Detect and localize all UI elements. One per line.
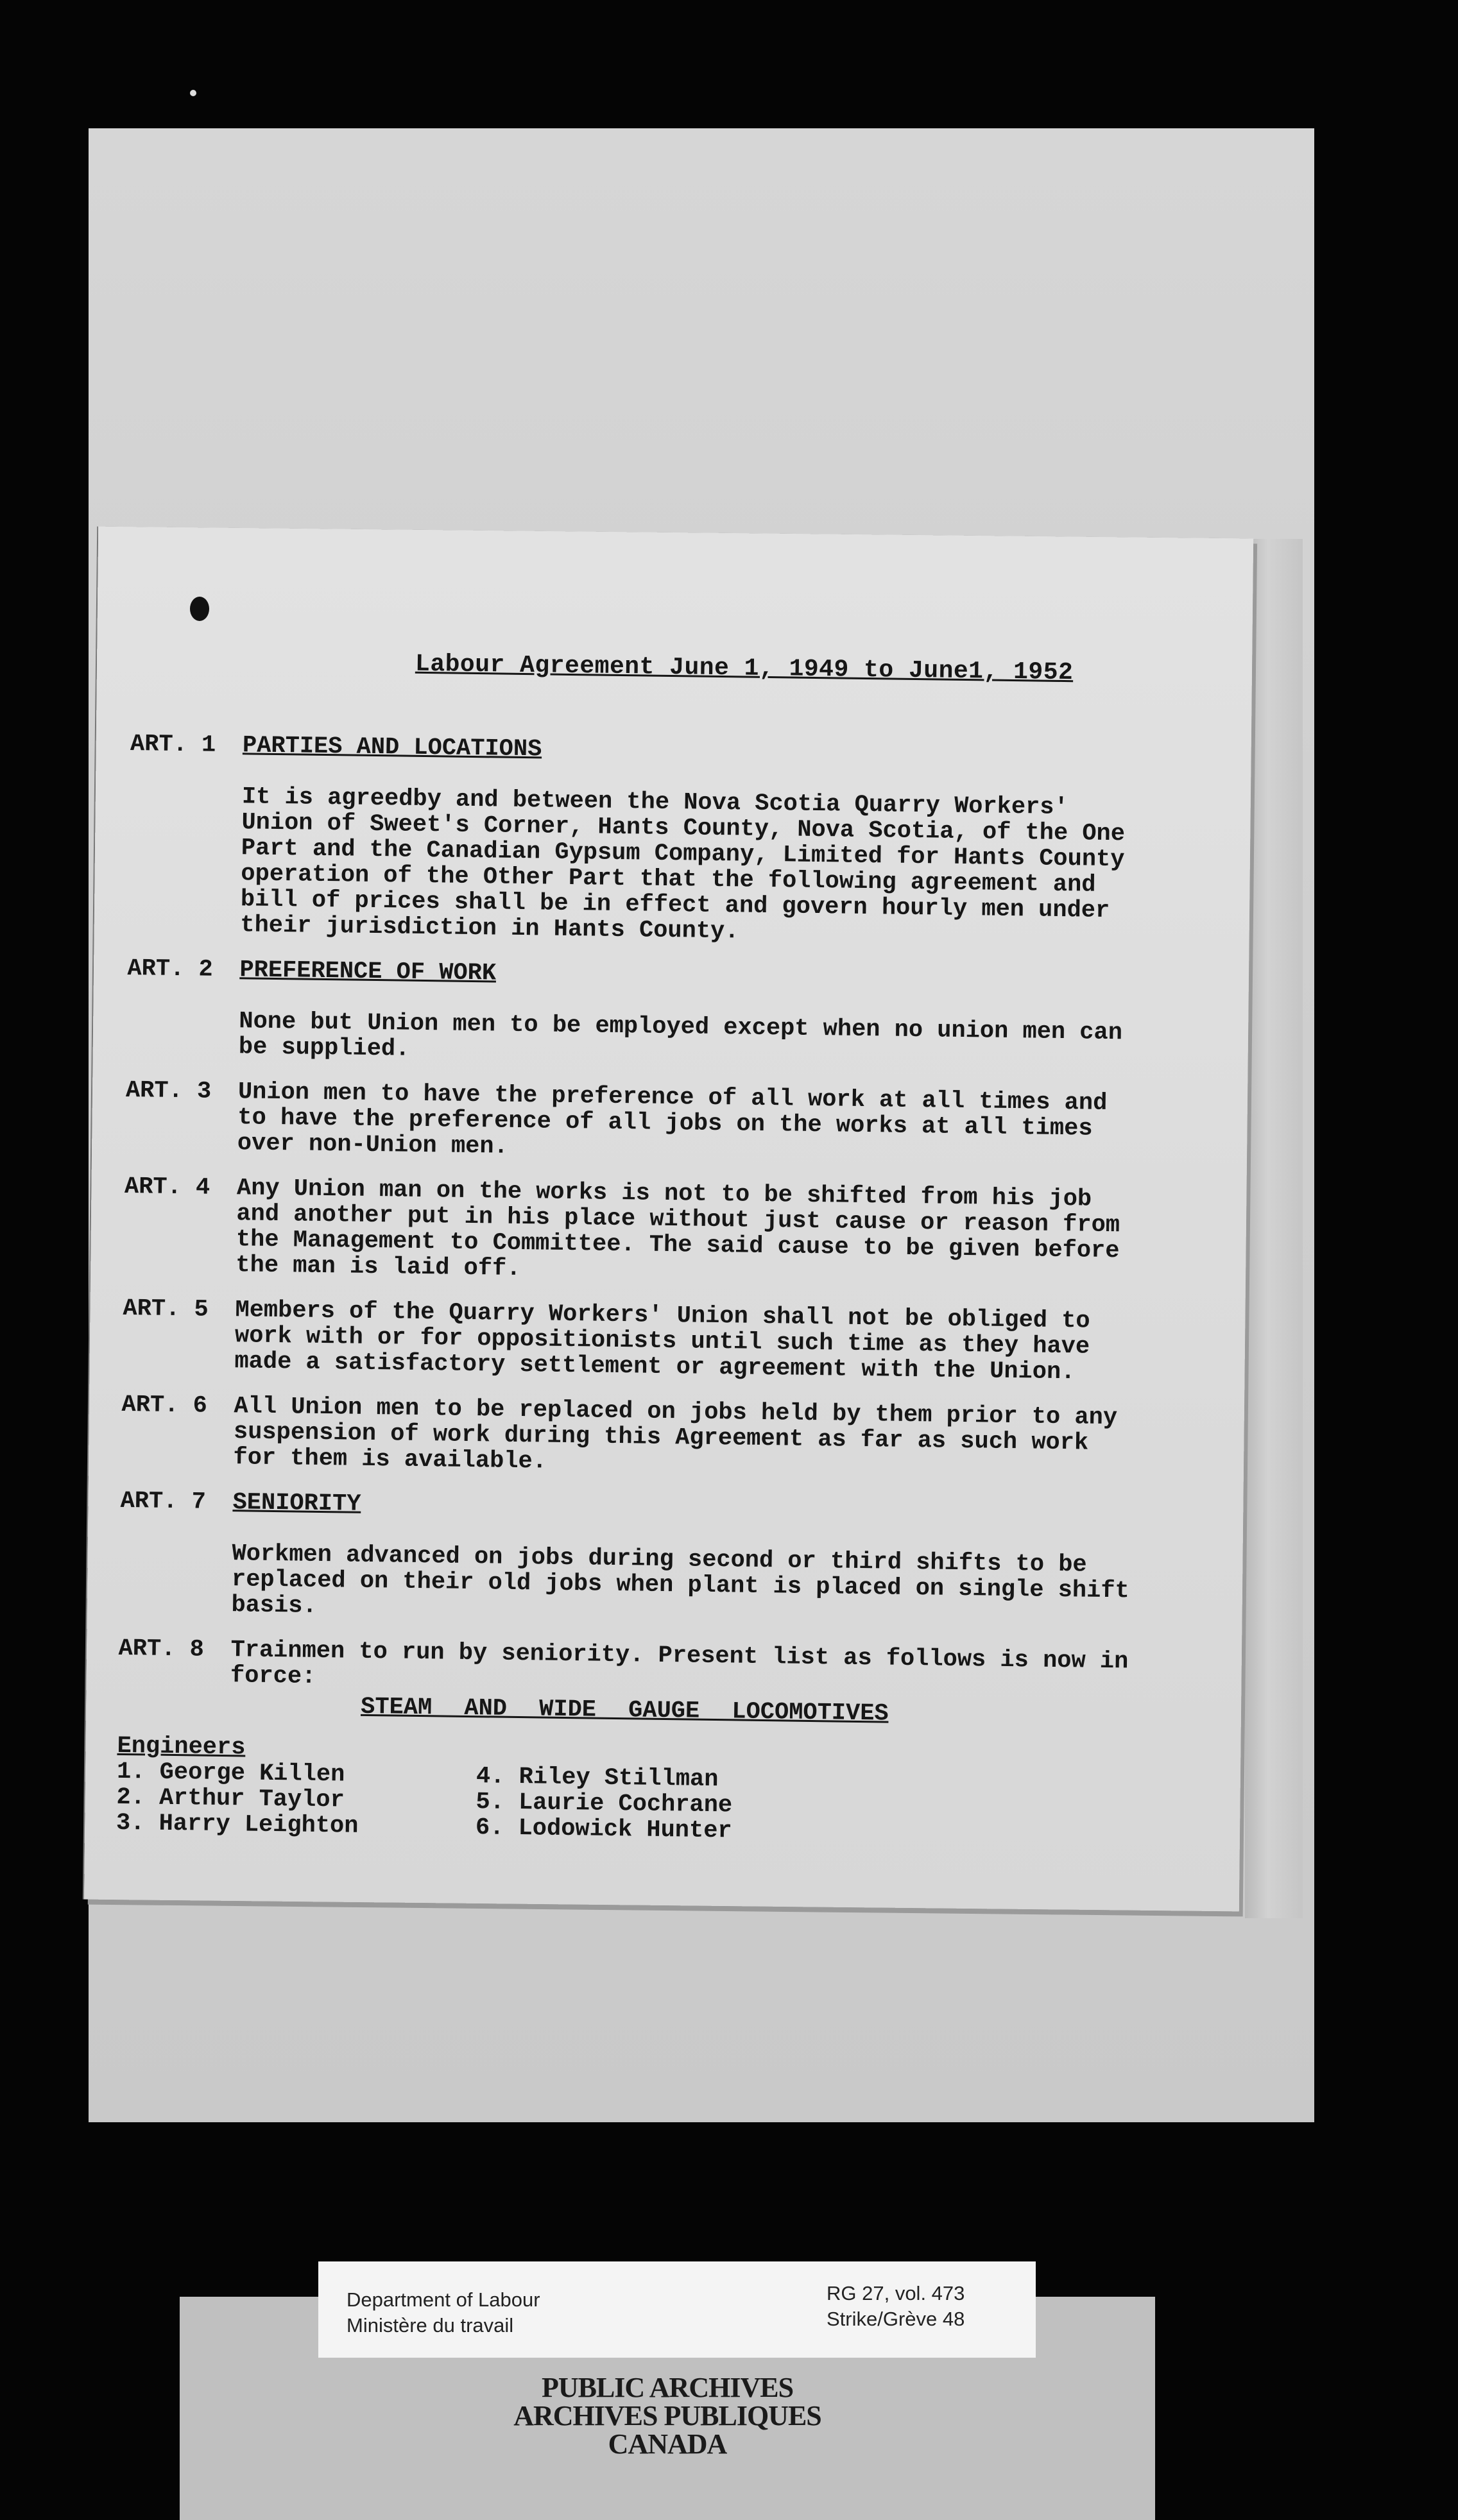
engineer-entry: 6. Lodowick Hunter	[475, 1814, 732, 1845]
public-archives-stamp	[411, 2374, 924, 2458]
document-content	[116, 648, 1145, 1850]
film-speck	[190, 90, 196, 96]
engineer-entry: 4. Riley Stillman	[476, 1763, 719, 1794]
article-text: None but Union men to be employed except when no union men can be supplied.	[238, 1008, 1123, 1063]
record-group: RG 27, vol. 473	[827, 2282, 965, 2304]
archive-label-reference	[827, 2281, 965, 2332]
locomotives-heading: STEAM AND WIDE GAUGE LOCOMOTIVES	[360, 1693, 889, 1728]
article-number: ART. 8	[118, 1635, 205, 1664]
article-2	[126, 956, 1142, 1072]
article-6	[121, 1392, 1135, 1483]
article-number: ART. 1	[130, 730, 216, 759]
article-text: Union men to have the preference of all work at all times and to have the preference of all jobs on the works at all times over non-Union men.	[237, 1078, 1108, 1161]
engineer-entry: 1. George Killen	[116, 1758, 345, 1789]
archive-label-department	[347, 2287, 540, 2338]
article-text: All Union men to be replaced on jobs held by them prior to any suspension of work during this Agreement as far as such work for them is available.	[233, 1393, 1118, 1476]
punch-hole	[190, 597, 209, 621]
department-fr: Ministère du travail	[347, 2314, 514, 2337]
stamp-line-3: CANADA	[608, 2428, 727, 2460]
article-text: Workmen advanced on jobs during second or third shifts to be replaced on their old jobs when plant is placed on single shift basis.	[231, 1540, 1129, 1620]
engineer-entry: 3. Harry Leighton	[116, 1809, 359, 1840]
article-number: ART. 4	[124, 1173, 210, 1202]
article-number: ART. 2	[127, 955, 213, 983]
strike-number: Strike/Grève 48	[827, 2308, 965, 2330]
engineers-list	[116, 1759, 1131, 1850]
article-3	[125, 1078, 1140, 1168]
article-1	[128, 731, 1144, 950]
article-heading: PARTIES AND LOCATIONS	[242, 732, 542, 763]
article-heading: SENIORITY	[232, 1489, 361, 1518]
engineer-entry: 5. Laurie Cochrane	[476, 1789, 733, 1819]
article-text: Members of the Quarry Workers' Union shall not be obliged to work with or for oppositionists until such time as they have made a satisfactory settlement or agreement with the Union.	[234, 1297, 1090, 1386]
page-fold	[1245, 539, 1303, 1918]
article-text: Any Union man on the works is not to be shifted from his job and another put in his place without just cause or reason from the Management to Committee. The said cause to be given before the man is laid off.	[236, 1175, 1120, 1283]
engineers-heading: Engineers	[117, 1732, 246, 1762]
article-7	[119, 1488, 1134, 1630]
article-number: ART. 3	[125, 1077, 212, 1105]
article-number: ART. 6	[121, 1391, 208, 1420]
engineer-entry: 2. Arthur Taylor	[116, 1784, 345, 1814]
article-8	[118, 1636, 1133, 1701]
article-text: Trainmen to run by seniority. Present list as follows is now in force:	[230, 1637, 1129, 1690]
stamp-line-1: PUBLIC ARCHIVES	[541, 2372, 794, 2403]
stamp-line-2: ARCHIVES PUBLIQUES	[513, 2400, 821, 2431]
article-number: ART. 7	[120, 1487, 207, 1516]
article-4	[123, 1174, 1138, 1290]
department-en: Department of Labour	[347, 2288, 540, 2311]
article-number: ART. 5	[123, 1295, 209, 1324]
article-heading: PREFERENCE OF WORK	[239, 957, 497, 987]
article-5	[122, 1296, 1136, 1386]
document-title: Labour Agreement June 1, 1949 to June1, 1952	[415, 650, 1074, 687]
article-text: It is agreedby and between the Nova Scotia Quarry Workers' Union of Sweet's Corner, Hants County, Nova Scotia, of the One Part and the Canadian Gypsum Company, Limited for Hants County operation of the Other Part that the following agreement and bill of prices shall be in effect and govern hourly men under their jurisdiction in Hants County.	[240, 783, 1126, 946]
